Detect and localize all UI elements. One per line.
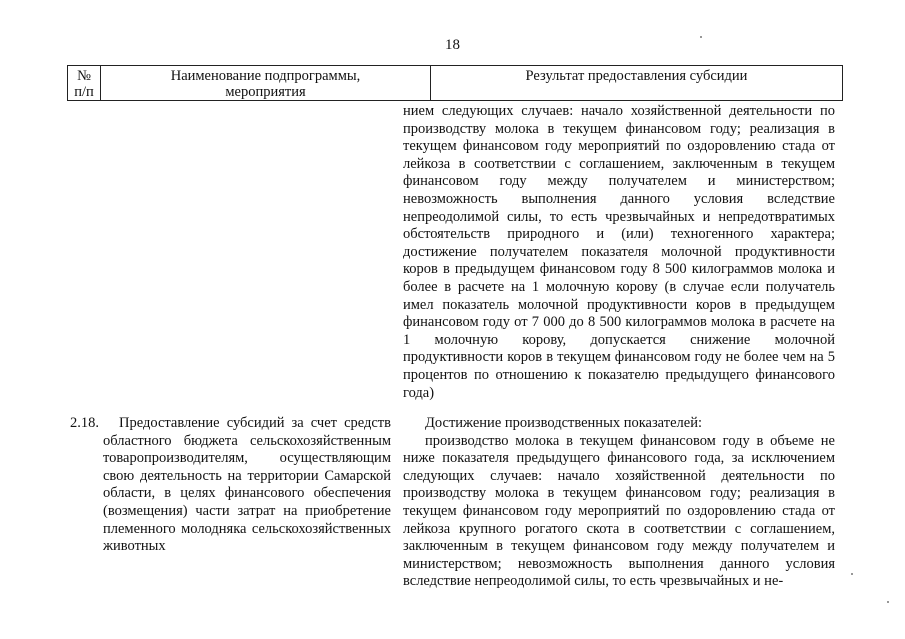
header-col-number (68, 66, 101, 100)
scan-speck (887, 601, 889, 603)
scan-speck (700, 36, 702, 38)
header-col-number-label: № п/п (74, 68, 94, 100)
row-result-cell (403, 415, 835, 591)
header-col-result (431, 66, 842, 100)
row-result-heading: Достижение производственных показателей: (425, 415, 702, 431)
scan-speck (851, 573, 853, 575)
row-result-text: производство молока в текущем финансовом году в объеме не ниже показателя предыдущего финансового года, за исключением следующих случаев: начало хозяйственной деятельности по производству молока в текущем финансовом году; реализация в текущем финансовом году мероприятий по оздоровлению стада от лейкоза крупного рогатого скота в соответствии с соглашением, заключенным в текущем финансовом году между получателем и министерством; невозможность выполнения данного условия вследствие непреодолимой силы, то есть чрезвычайных и не- (403, 432, 835, 590)
continuation-result-text: нием следующих случаев: начало хозяйственной деятельности по производству молока в текущем финансовом году; реализация в текущем финансовом году мероприятий по оздоровлению стада от лейкоза в соответствии с соглашением, заключенным в текущем финансовом году между получателем и министерством; невозможность выполнения данного условия вследствие непреодолимой силы, то есть чрезвычайных и непредотвратимых обстоятельств природного и (или) техногенного характера; достижение получателем показателя молочной продуктивности коров в предыдущем финансовом году 8 500 килограммов молока и более в расчете на 1 молочную корову (в случае если получатель имел показатель молочной продуктивности коров в предыдущем финансовом году от 7 000 до 8 500 килограммов молока в расчете на 1 молочную корову, допускается снижение молочной продуктивности коров в текущем финансовом году не более чем на 5 процентов по отношению к показателю предыдущего финансового года) (403, 103, 835, 401)
header-col-name-label: Наименование подпрограммы, мероприятия (170, 68, 361, 100)
table-header (67, 65, 843, 101)
row-name-text: Предоставление субсидий за счет средств областного бюджета сельскохозяйственным товаропроизводителям, осуществляющим свою деятельность на территории Самарской области, в целях финансового обеспечения (возмещения) части затрат на приобретение племенного молодняка сельскохозяйственных животных (103, 415, 391, 555)
row-number: 2.18. (70, 415, 99, 431)
page-number: 18 (445, 37, 460, 53)
continuation-result-cell (403, 103, 835, 402)
header-col-result-label: Результат предоставления субсидии (525, 68, 748, 84)
header-col-name (101, 66, 431, 100)
row-name-cell (103, 415, 391, 556)
